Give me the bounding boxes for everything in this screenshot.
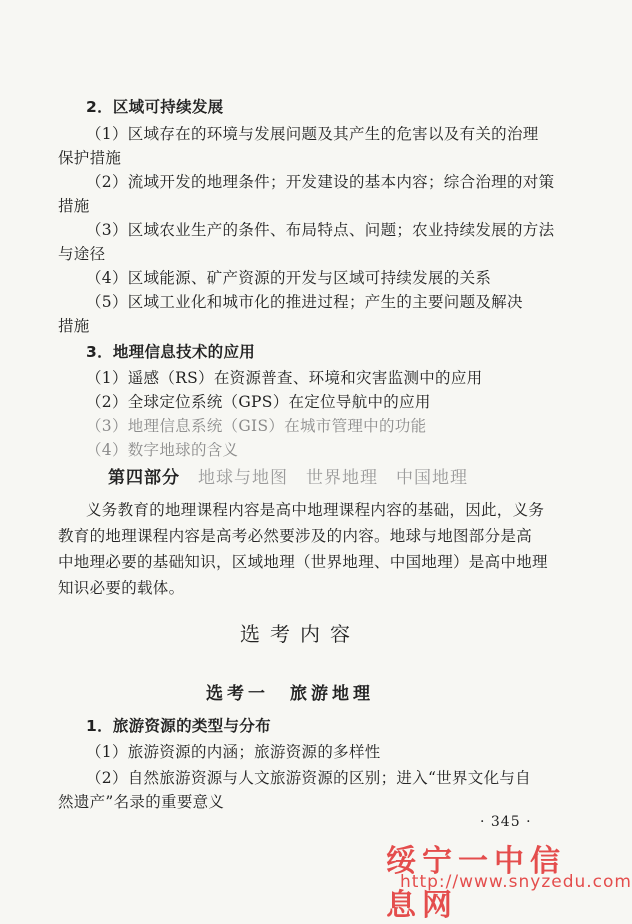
section-3-item-3: （3）地理信息系统（GIS）在城市管理中的功能 <box>86 417 427 435</box>
section-2-item-3: （3）区域农业生产的条件、布局特点、问题；农业持续发展的方法 <box>86 221 555 239</box>
elective-item-1: （1）旅游资源的内涵；旅游资源的多样性 <box>86 743 381 761</box>
paragraph-line-1: 义务教育的地理课程内容是高中地理课程内容的基础，因此，义务 <box>86 501 545 519</box>
section-2-item-2-cont: 措施 <box>58 197 90 215</box>
section-2-item-5: （5）区域工业化和城市化的推进过程；产生的主要问题及解决 <box>86 293 523 311</box>
section-3-item-1: （1）遥感（RS）在资源普查、环境和灾害监测中的应用 <box>86 369 483 387</box>
section-2-item-1-cont: 保护措施 <box>58 149 122 167</box>
elective-section-title: 选考内容 <box>240 622 360 646</box>
watermark-site-name: 绥宁一中信息网 <box>386 844 566 923</box>
section-2-item-4: （4）区域能源、矿产资源的开发与区域可持续发展的关系 <box>86 269 492 287</box>
part-4-title <box>108 468 468 488</box>
section-2-item-3-cont: 与途径 <box>58 245 106 263</box>
section-2-item-2: （2）流域开发的地理条件；开发建设的基本内容；综合治理的对策 <box>86 173 555 191</box>
part-4-title-rest: 地球与地图 世界地理 中国地理 <box>198 468 468 488</box>
section-2-heading: 2．区域可持续发展 <box>86 98 224 116</box>
watermark-url: http://www.snyzedu.com <box>400 872 632 892</box>
elective-item-2: （2）自然旅游资源与人文旅游资源的区别；进入“世界文化与自 <box>86 769 531 787</box>
elective-heading: 1．旅游资源的类型与分布 <box>86 717 271 735</box>
elective-subsection-title: 选考一 旅游地理 <box>206 684 374 704</box>
section-2-item-5-cont: 措施 <box>58 317 90 335</box>
section-3-heading: 3．地理信息技术的应用 <box>86 343 256 361</box>
part-4-title-main: 第四部分 <box>108 468 180 488</box>
section-3-item-4: （4）数字地球的含义 <box>86 441 239 459</box>
section-3-item-2: （2）全球定位系统（GPS）在定位导航中的应用 <box>86 393 431 411</box>
page-number: · 345 · <box>480 814 532 830</box>
paragraph-line-4: 知识必要的载体。 <box>58 579 185 597</box>
elective-item-2-cont: 然遗产”名录的重要意义 <box>58 793 225 811</box>
section-2-item-1: （1）区域存在的环境与发展问题及其产生的危害以及有关的治理 <box>86 125 539 143</box>
paragraph-line-3: 中地理必要的基础知识，区域地理（世界地理、中国地理）是高中地理 <box>58 553 548 571</box>
paragraph-line-2: 教育的地理课程内容是高考必然要涉及的内容。地球与地图部分是高 <box>58 527 533 545</box>
